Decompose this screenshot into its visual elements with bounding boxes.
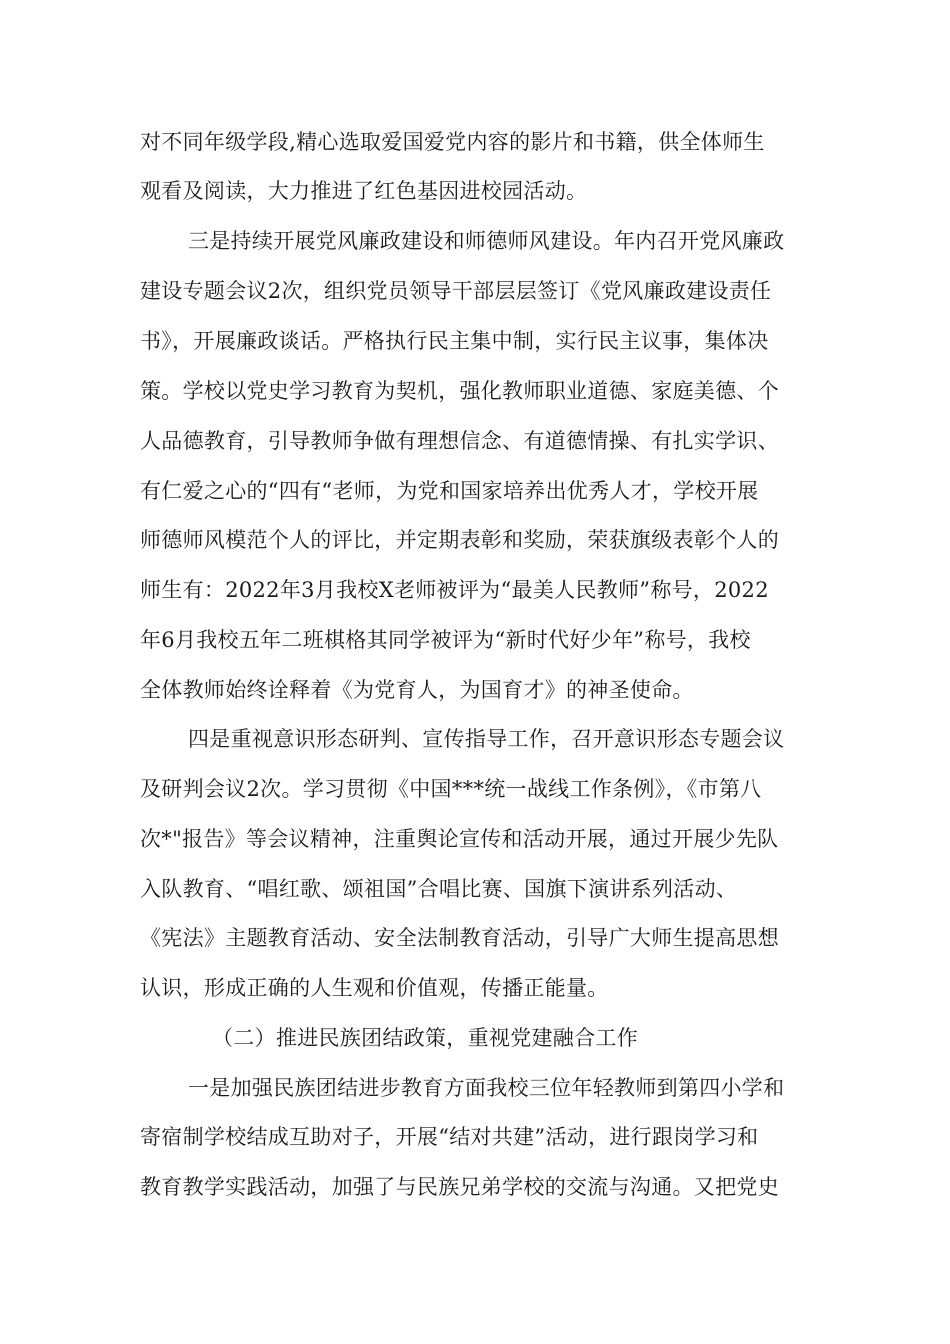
text-line: 年6月我校五年二班棋格其同学被评为“新时代好少年”称号，我校 [140, 628, 751, 652]
text-line: 次*"报告》等会议精神，注重舆论宣传和活动开展，通过开展少先队 [140, 827, 779, 851]
text-line: 师德师风模范个人的评比，并定期表彰和奖励，荣获旗级表彰个人的 [140, 528, 779, 552]
paragraph-start-line: 四是重视意识形态研判、宣传指导工作，召开意识形态专题会议 [188, 727, 785, 751]
text-line: 及研判会议2次。学习贯彻《中国***统一战线工作条例》，《市第八 [140, 777, 762, 801]
text-line: 师生有：2022年3月我校X老师被评为“最美人民教师”称号，2022 [140, 578, 769, 602]
paragraph-start-line: 一是加强民族团结进步教育方面我校三位年轻教师到第四小学和 [188, 1076, 785, 1100]
text-line: 人品德教育，引导教师争做有理想信念、有道德情操、有扎实学识、 [140, 429, 779, 453]
text-line: 观看及阅读，大力推进了红色基因进校园活动。 [140, 179, 588, 203]
section-heading: （二）推进民族团结政策，重视党建融合工作 [212, 1026, 638, 1050]
paragraph-start-line: 三是持续开展党风廉政建设和师德师风建设。年内召开党风廉政 [188, 229, 785, 253]
text-line: 教育教学实践活动，加强了与民族兄弟学校的交流与沟通。又把党史 [140, 1175, 779, 1199]
text-line: 建设专题会议2次，组织党员领导干部层层签订《党风廉政建设责任 [140, 279, 772, 303]
text-line: 《宪法》主题教育活动、安全法制教育活动，引导广大师生提高思想 [140, 926, 779, 950]
text-line: 认识，形成正确的人生观和价值观，传播正能量。 [140, 976, 609, 1000]
text-line: 入队教育、“唱红歌、颂祖国”合唱比赛、国旗下演讲系列活动、 [140, 877, 738, 901]
text-line: 对不同年级学段,精心选取爱国爱党内容的影片和书籍，供全体师生 [140, 130, 765, 154]
text-line: 策。学校以党史学习教育为契机，强化教师职业道德、家庭美德、个 [140, 379, 779, 403]
text-line: 寄宿制学校结成互助对子，开展“结对共建”活动，进行跟岗学习和 [140, 1125, 759, 1149]
text-line: 书》，开展廉政谈话。严格执行民主集中制，实行民主议事，集体决 [140, 329, 769, 353]
text-line: 全体教师始终诠释着《为党育人，为国育才》的神圣使命。 [140, 678, 694, 702]
text-line: 有仁爱之心的“四有“老师，为党和国家培养出优秀人才，学校开展 [140, 479, 759, 503]
